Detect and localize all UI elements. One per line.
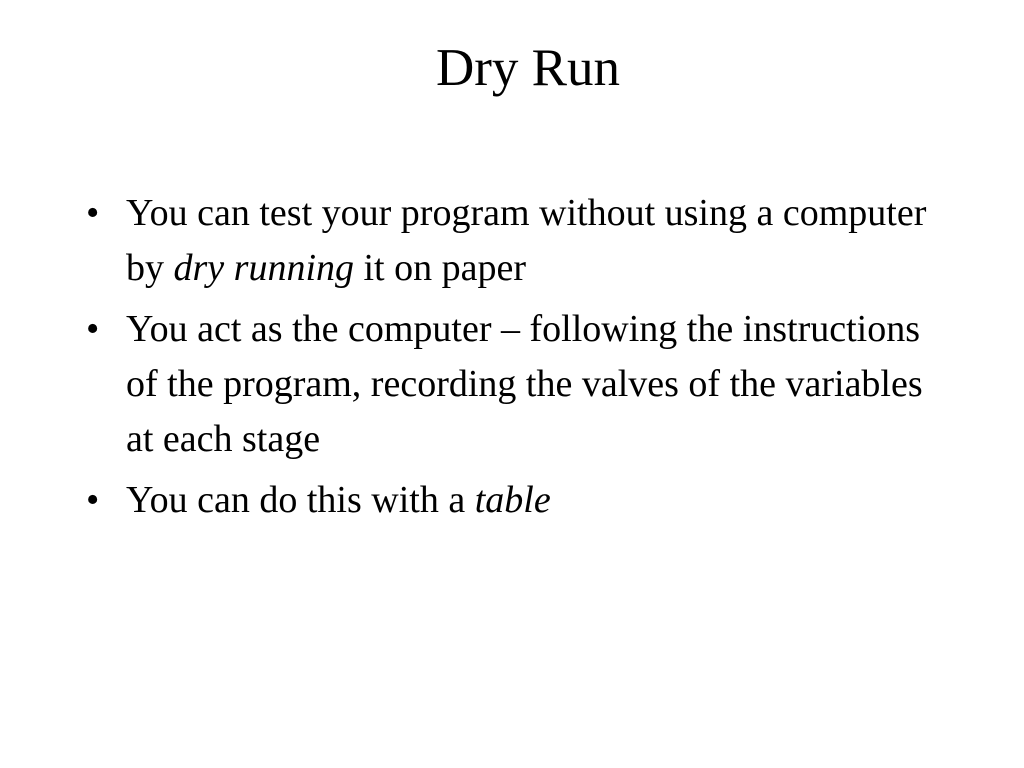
slide-title: Dry Run <box>435 39 621 97</box>
bullet-text <box>126 302 946 467</box>
bullet-text-emphasis: dry running <box>173 247 354 289</box>
bullet-text-plain: it on paper <box>354 247 527 289</box>
bullet-item <box>86 473 946 528</box>
bullet-text-plain: You can test your program without using a computer by <box>126 192 927 289</box>
bullet-dot-icon: • <box>86 192 100 234</box>
bullet-text-plain: You act as the computer – following the instructions of the program, recording the valves of the variables at each stage <box>126 308 923 460</box>
bullet-text <box>126 473 946 528</box>
bullet-dot-icon: • <box>86 308 100 350</box>
bullet-text-plain: You can do this with a <box>126 479 475 521</box>
bullet-list <box>86 186 946 534</box>
bullet-item <box>86 302 946 467</box>
bullet-dot-icon: • <box>86 479 100 521</box>
bullet-text-emphasis: table <box>474 479 551 521</box>
bullet-item <box>86 186 946 296</box>
bullet-text <box>126 186 946 296</box>
